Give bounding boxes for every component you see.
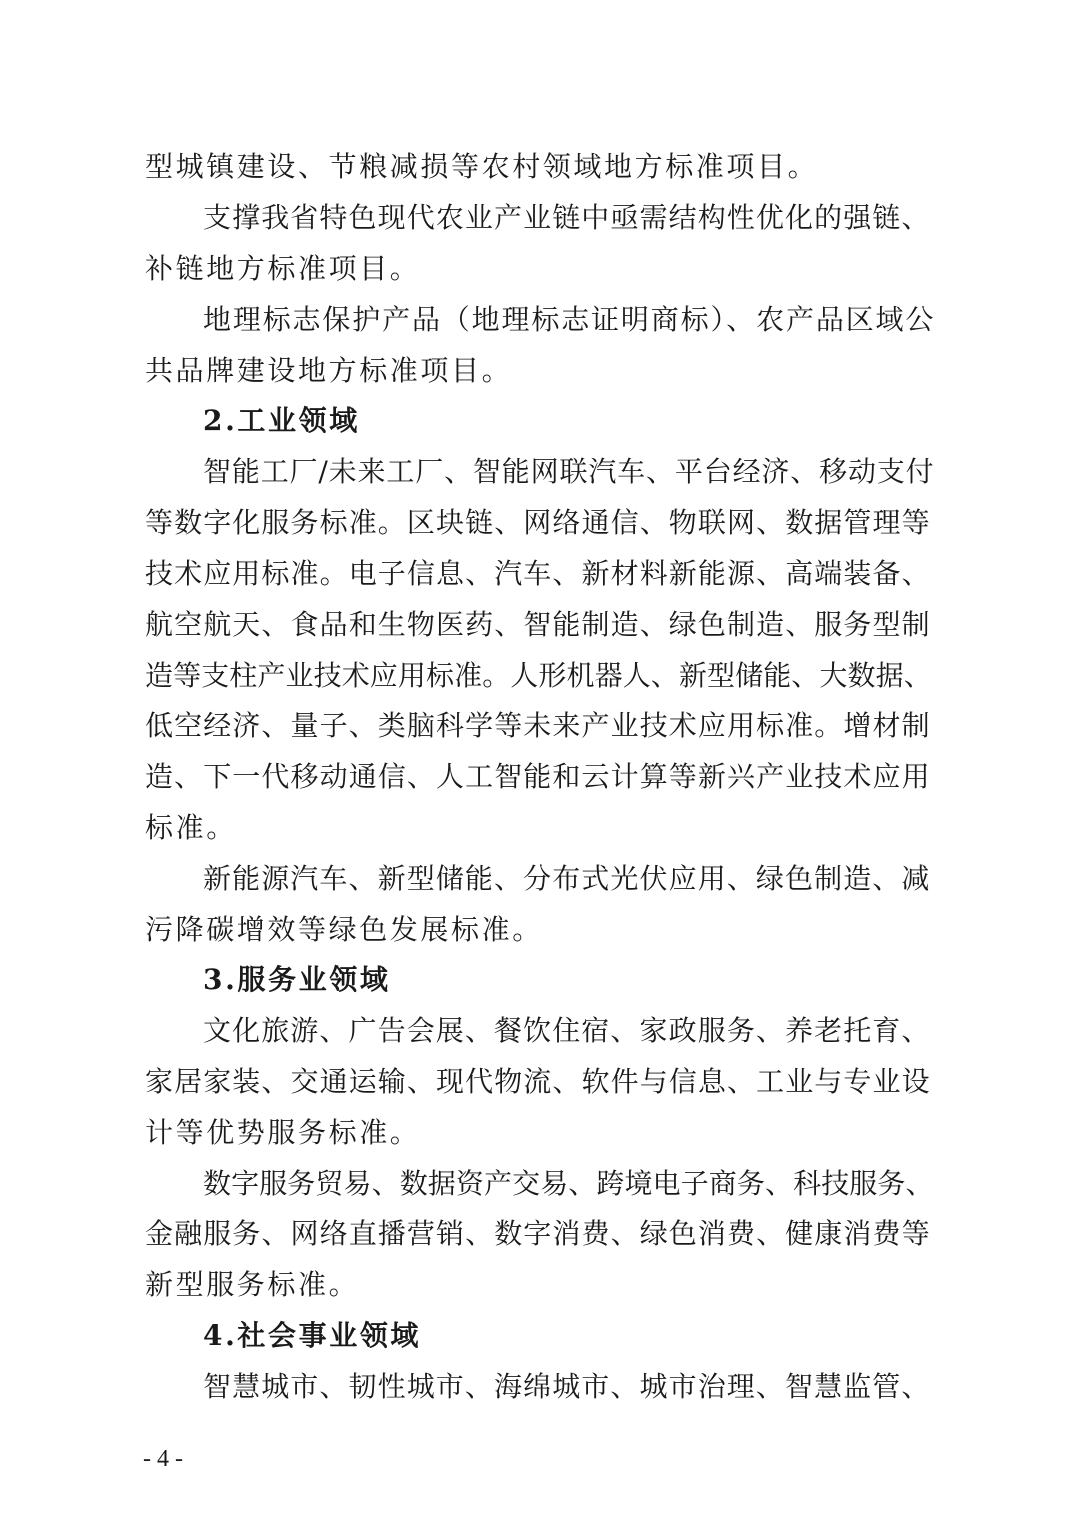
- paragraph-line: 智能工厂/未来工厂、智能网联汽车、平台经济、移动支付: [203, 455, 935, 488]
- section-heading-industry: 2.工业领域: [203, 404, 360, 437]
- section-heading-social: 4.社会事业领域: [203, 1319, 422, 1352]
- paragraph-line: 造、下一代移动通信、人工智能和云计算等新兴产业技术应用: [145, 760, 931, 793]
- paragraph-line: 标准。: [145, 811, 237, 844]
- paragraph-line: 新能源汽车、新型储能、分布式光伏应用、绿色制造、减: [203, 862, 931, 895]
- paragraph-line: 文化旅游、广告会展、餐饮住宿、家政服务、养老托育、: [203, 1014, 931, 1047]
- paragraph-line: 数字服务贸易、数据资产交易、跨境电子商务、科技服务、: [203, 1167, 934, 1200]
- paragraph-line: 支撑我省特色现代农业产业链中亟需结构性优化的强链、: [203, 201, 931, 234]
- paragraph-line: 补链地方标准项目。: [145, 252, 421, 285]
- paragraph-line: 金融服务、网络直播营销、数字消费、绿色消费、健康消费等: [145, 1217, 931, 1250]
- paragraph-line: 等数字化服务标准。区块链、网络通信、物联网、数据管理等: [145, 506, 931, 539]
- paragraph-line: 航空航天、食品和生物医药、智能制造、绿色制造、服务型制: [145, 608, 931, 641]
- paragraph-line: 污降碳增效等绿色发展标准。: [145, 913, 543, 946]
- paragraph-line: 技术应用标准。电子信息、汽车、新材料新能源、高端装备、: [145, 557, 931, 590]
- paragraph-line: 计等优势服务标准。: [145, 1116, 421, 1149]
- paragraph-line: 型城镇建设、节粮减损等农村领域地方标准项目。: [145, 150, 819, 183]
- paragraph-line: 新型服务标准。: [145, 1268, 360, 1301]
- page-number: - 4 -: [143, 1446, 183, 1472]
- paragraph-line: 地理标志保护产品（地理标志证明商标）、农产品区域公: [203, 303, 936, 336]
- paragraph-line: 智慧城市、韧性城市、海绵城市、城市治理、智慧监管、: [203, 1370, 931, 1403]
- section-heading-services: 3.服务业领域: [203, 963, 391, 996]
- paragraph-line: 家居家装、交通运输、现代物流、软件与信息、工业与专业设: [145, 1065, 931, 1098]
- paragraph-line: 共品牌建设地方标准项目。: [145, 354, 513, 387]
- paragraph-line: 造等支柱产业技术应用标准。人形机器人、新型储能、大数据、: [145, 659, 932, 692]
- paragraph-line: 低空经济、量子、类脑科学等未来产业技术应用标准。增材制: [145, 709, 931, 742]
